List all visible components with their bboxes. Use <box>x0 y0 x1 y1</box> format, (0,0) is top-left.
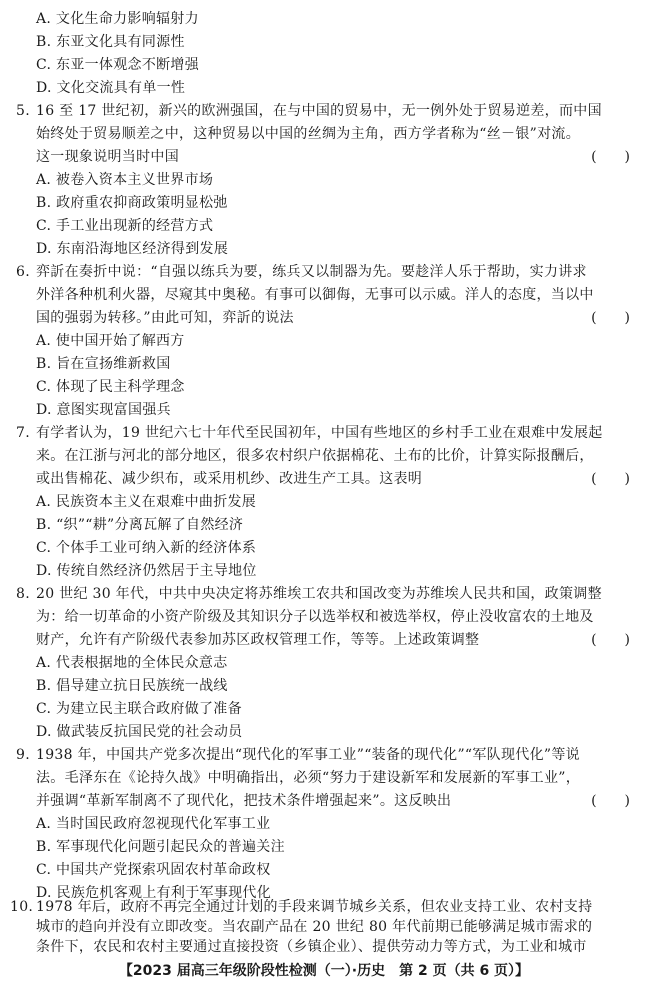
q7-option-c: C. 个体手工业可纳入新的经济体系 <box>36 540 257 556</box>
q9-answer-paren: ( ) <box>591 793 630 809</box>
q10-stem-line2: 城市的趋向并没有立即改变。当农副产品在 20 世纪 80 年代前期已能够满足城市需求的 <box>36 919 593 935</box>
page-footer: 【2023 届高三年级阶段性检测（一）·历史 第 2 页（共 6 页）】 <box>118 963 530 979</box>
q6-number: 6. <box>16 264 30 280</box>
q6-option-c: C. 体现了民主科学理念 <box>36 379 185 395</box>
q7-stem-line3: 或出售棉花、减少织布，或采用机纱、改进生产工具。这表明 <box>36 471 423 487</box>
q7-answer-paren: ( ) <box>591 471 630 487</box>
q8-number: 8. <box>16 586 30 602</box>
q9-option-d: D. 民族危机客观上有利于军事现代化 <box>36 885 272 901</box>
q4-option-c: C. 东亚一体观念不断增强 <box>36 57 200 73</box>
q6-answer-paren: ( ) <box>591 310 630 326</box>
q7-option-d: D. 传统自然经济仍然居于主导地位 <box>36 563 257 579</box>
q8-option-d: D. 做武装反抗国民党的社会动员 <box>36 724 243 740</box>
q6-stem-line2: 外洋各种机利火器，尽窥其中奥秘。有事可以御侮，无事可以示威。洋人的态度，当以中 <box>36 287 594 303</box>
q7-option-a: A. 民族资本主义在艰难中曲折发展 <box>36 494 257 510</box>
q5-stem-line2: 始终处于贸易顺差之中，这种贸易以中国的丝绸为主角，西方学者称为“丝－银”对流。 <box>36 126 581 142</box>
q6-option-d: D. 意图实现富国强兵 <box>36 402 171 418</box>
q5-stem-line1: 16 至 17 世纪初，新兴的欧洲强国，在与中国的贸易中，无一例外处于贸易逆差，而中国 <box>36 103 602 119</box>
q6-stem-line3: 国的强弱为转移。”由此可知，弈訢的说法 <box>36 310 294 326</box>
q8-option-c: C. 为建立民主联合政府做了准备 <box>36 701 242 717</box>
q10-stem-line3: 条件下，农民和农村主要通过直接投资（乡镇企业）、提供劳动力等方式，为工业和城市 <box>36 939 587 955</box>
q6-stem-line1: 弈訢在奏折中说：“自强以练兵为要，练兵又以制器为先。要趁洋人乐于帮助，实力讲求 <box>36 264 587 280</box>
q9-option-b: B. 军事现代化问题引起民众的普遍关注 <box>36 839 285 855</box>
q8-stem-line3: 财产，允许有产阶级代表参加苏区政权管理工作，等等。上述政策调整 <box>36 632 480 648</box>
q5-answer-paren: ( ) <box>591 149 630 165</box>
q8-option-a: A. 代表根据地的全体民众意志 <box>36 655 228 671</box>
q9-number: 9. <box>16 747 30 763</box>
q7-stem-line2: 来。在江浙与河北的部分地区，很多农村织户依据棉花、土布的比价，计算实际报酬后， <box>36 448 594 464</box>
q7-stem-line1: 有学者认为，19 世纪六七十年代至民国初年，中国有些地区的乡村手工业在艰难中发展起 <box>36 425 603 441</box>
q8-stem-line1: 20 世纪 30 年代，中共中央决定将苏维埃工农共和国改变为苏维埃人民共和国，政策调整 <box>36 586 602 602</box>
q10-stem-line1: 1978 年后，政府不再完全通过计划的手段来调节城乡关系，但农业支持工业、农村支持 <box>36 899 593 915</box>
q10-number: 10. <box>10 899 34 915</box>
q9-option-c: C. 中国共产党探索巩固农村革命政权 <box>36 862 271 878</box>
q5-option-d: D. 东南沿海地区经济得到发展 <box>36 241 229 257</box>
q9-stem-line3: 并强调“革新军制离不了现代化，把技术条件增强起来”。这反映出 <box>36 793 452 809</box>
q7-option-b: B. “织”“耕”分离瓦解了自然经济 <box>36 517 244 533</box>
q6-option-b: B. 旨在宣扬维新救国 <box>36 356 171 372</box>
q4-option-d: D. 文化交流具有单一性 <box>36 80 186 96</box>
q5-option-c: C. 手工业出现新的经营方式 <box>36 218 214 234</box>
q4-option-a: A. 文化生命力影响辐射力 <box>36 11 199 27</box>
q8-stem-line2: 为：给一切革命的小资产阶级及其知识分子以选举权和被选举权，停止没收富农的土地及 <box>36 609 594 625</box>
q9-stem-line1: 1938 年，中国共产党多次提出“现代化的军事工业”“装备的现代化”“军队现代化”等说 <box>36 747 580 763</box>
q8-option-b: B. 倡导建立抗日民族统一战线 <box>36 678 228 694</box>
q5-option-b: B. 政府重农抑商政策明显松弛 <box>36 195 228 211</box>
q5-stem-line3: 这一现象说明当时中国 <box>36 149 179 165</box>
q5-number: 5. <box>16 103 30 119</box>
q6-option-a: A. 使中国开始了解西方 <box>36 333 185 349</box>
q7-number: 7. <box>16 425 30 441</box>
q8-answer-paren: ( ) <box>591 632 630 648</box>
q9-option-a: A. 当时国民政府忽视现代化军事工业 <box>36 816 271 832</box>
q5-option-a: A. 被卷入资本主义世界市场 <box>36 172 214 188</box>
q9-stem-line2: 法。毛泽东在《论持久战》中明确指出，必须“努力于建设新军和发展新的军事工业”， <box>36 770 581 786</box>
q4-option-b: B. 东亚文化具有同源性 <box>36 34 185 50</box>
